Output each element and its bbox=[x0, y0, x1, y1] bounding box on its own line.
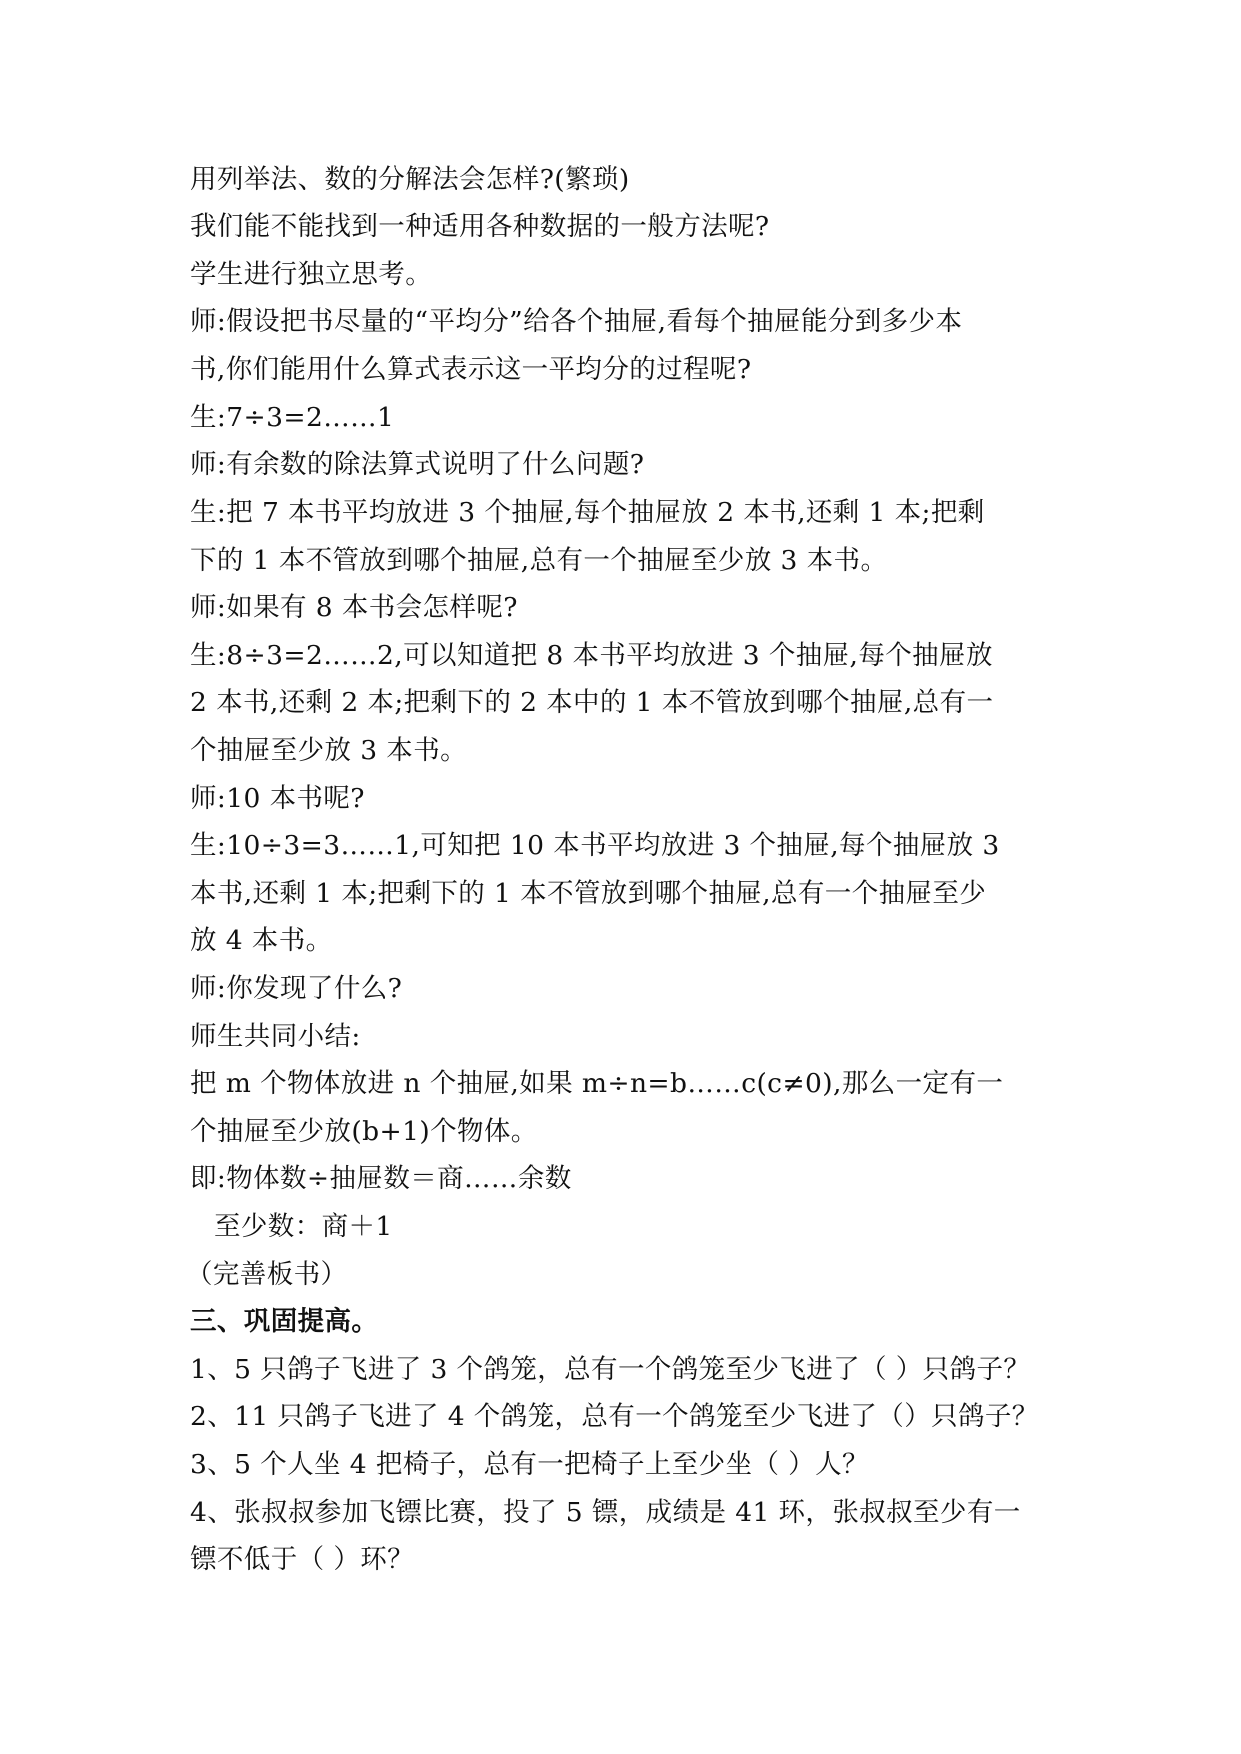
text-line: 师:如果有 8 本书会怎样呢? bbox=[190, 592, 518, 623]
exercise-item: 镖不低于（ ）环？ bbox=[190, 1544, 415, 1575]
exercise-item: 2、11 只鸽子飞进了 4 个鸽笼，总有一个鸽笼至少飞进了（）只鸽子？ bbox=[190, 1401, 1039, 1432]
text-line: 我们能不能找到一种适用各种数据的一般方法呢? bbox=[190, 211, 770, 242]
text-line: 生:10÷3=3……1,可知把 10 本书平均放进 3 个抽屉,每个抽屉放 3 bbox=[190, 830, 1000, 861]
text-line: 下的 1 本不管放到哪个抽屉,总有一个抽屉至少放 3 本书。 bbox=[190, 545, 888, 576]
text-line: 师:10 本书呢? bbox=[190, 783, 365, 814]
exercise-item: 3、5 个人坐 4 把椅子，总有一把椅子上至少坐（ ）人？ bbox=[190, 1449, 869, 1480]
text-line: 师:假设把书尽量的“平均分”给各个抽屉,看每个抽屉能分到多少本 bbox=[190, 306, 963, 337]
text-line: 师生共同小结: bbox=[190, 1021, 361, 1052]
text-line: 2 本书,还剩 2 本;把剩下的 2 本中的 1 本不管放到哪个抽屉,总有一 bbox=[190, 687, 994, 718]
exercise-item: 1、5 只鸽子飞进了 3 个鸽笼，总有一个鸽笼至少飞进了（ ）只鸽子？ bbox=[190, 1354, 1031, 1385]
text-line: 生:8÷3=2……2,可以知道把 8 本书平均放进 3 个抽屉,每个抽屉放 bbox=[190, 640, 993, 671]
text-line: 师:你发现了什么? bbox=[190, 973, 403, 1004]
text-line: 放 4 本书。 bbox=[190, 925, 333, 956]
text-line: 即:物体数÷抽屉数＝商……余数 bbox=[190, 1163, 572, 1194]
text-line: 个抽屉至少放(b+1)个物体。 bbox=[190, 1116, 538, 1147]
text-line: 个抽屉至少放 3 本书。 bbox=[190, 735, 468, 766]
text-line: 生:把 7 本书平均放进 3 个抽屉,每个抽屉放 2 本书,还剩 1 本;把剩 bbox=[190, 497, 985, 528]
text-line: （完善板书） bbox=[186, 1259, 348, 1290]
text-line: 用列举法、数的分解法会怎样?(繁琐) bbox=[190, 164, 630, 195]
section-heading: 三、巩固提高。 bbox=[190, 1306, 379, 1337]
text-line: 师:有余数的除法算式说明了什么问题? bbox=[190, 449, 645, 480]
text-line: 生:7÷3=2……1 bbox=[190, 402, 395, 433]
text-line: 本书,还剩 1 本;把剩下的 1 本不管放到哪个抽屉,总有一个抽屉至少 bbox=[190, 878, 987, 909]
text-line: 至少数：商＋1 bbox=[214, 1211, 393, 1242]
text-line: 书,你们能用什么算式表示这一平均分的过程呢? bbox=[190, 354, 752, 385]
text-line: 把 m 个物体放进 n 个抽屉,如果 m÷n=b……c(c≠0),那么一定有一 bbox=[190, 1068, 1004, 1099]
text-line: 学生进行独立思考。 bbox=[190, 259, 433, 290]
exercise-item: 4、张叔叔参加飞镖比赛，投了 5 镖，成绩是 41 环，张叔叔至少有一 bbox=[190, 1497, 1021, 1528]
